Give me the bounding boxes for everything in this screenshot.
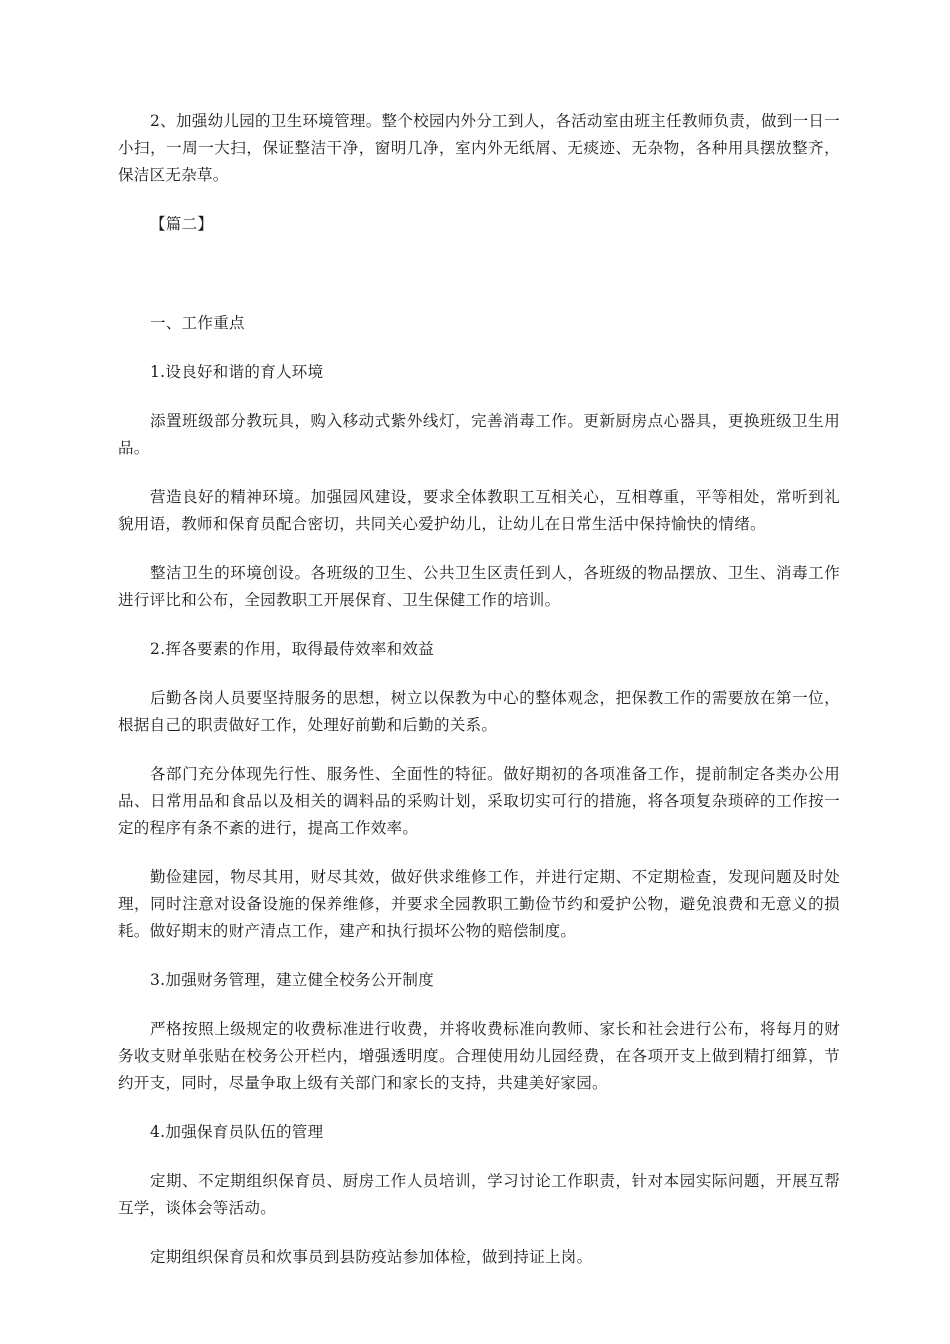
section-marker-part-two: 【篇二】 xyxy=(150,215,214,233)
paragraph-thrift: 勤俭建园，物尽其用，财尽其效，做好供求维修工作，并进行定期、不定期检查，发现问题及时处理，同时注意对设备设施的保养维修，并要求全园教职工勤俭节约和爱护公物，避免浪费和无意义的损耗。做好期末的财产清点工作，建产和执行损坏公物的赔偿制度。 xyxy=(118,868,840,940)
paragraph-clean-environment: 整洁卫生的环境创设。各班级的卫生、公共卫生区责任到人，各班级的物品摆放、卫生、消毒工作进行评比和公布，全园教职工开展保育、卫生保健工作的培训。 xyxy=(118,564,840,609)
heading-item-1: 1.设良好和谐的育人环境 xyxy=(150,363,324,381)
document-page xyxy=(118,108,840,1293)
paragraph-department-features: 各部门充分体现先行性、服务性、全面性的特征。做好期初的各项准备工作，提前制定各类办公用品、日常用品和食品以及相关的调料品的采购计划，采取切实可行的措施，将各项复杂琐碎的工作按一定的程序有条不紊的进行，提高工作效率。 xyxy=(118,765,840,837)
paragraph-spiritual-environment: 营造良好的精神环境。加强园风建设，要求全体教职工互相关心，互相尊重，平等相处，常听到礼貌用语，教师和保育员配合密切，共同关心爱护幼儿，让幼儿在日常生活中保持愉快的情绪。 xyxy=(118,488,840,533)
heading-item-4: 4.加强保育员队伍的管理 xyxy=(150,1123,324,1141)
paragraph-staff-training: 定期、不定期组织保育员、厨房工作人员培训，学习讨论工作职责，针对本园实际问题，开展互帮互学，谈体会等活动。 xyxy=(118,1172,840,1217)
paragraph-health-check: 定期组织保育员和炊事员到县防疫站参加体检，做到持证上岗。 xyxy=(150,1248,593,1266)
paragraph-finance: 严格按照上级规定的收费标准进行收费，并将收费标准向教师、家长和社会进行公布，将每月的财务收支财单张贴在校务公开栏内，增强透明度。合理使用幼儿园经费，在各项开支上做到精打细算，节约开支，同时，尽量争取上级有关部门和家长的支持，共建美好家园。 xyxy=(118,1020,840,1092)
heading-work-focus: 一、工作重点 xyxy=(150,314,245,332)
heading-item-2: 2.挥各要素的作用，取得最侍效率和效益 xyxy=(150,640,434,658)
paragraph-hygiene-management: 2、加强幼儿园的卫生环境管理。整个校园内外分工到人，各活动室由班主任教师负责，做到一日一小扫，一周一大扫，保证整洁干净，窗明几净，室内外无纸屑、无痰迹、无杂物，各种用具摆放整齐，保洁区无杂草。 xyxy=(118,112,840,184)
paragraph-logistics-service: 后勤各岗人员要坚持服务的思想，树立以保教为中心的整体观念，把保教工作的需要放在第一位，根据自己的职责做好工作，处理好前勤和后勤的关系。 xyxy=(118,689,840,734)
paragraph-equipment: 添置班级部分教玩具，购入移动式紫外线灯，完善消毒工作。更新厨房点心器具，更换班级卫生用品。 xyxy=(118,412,840,457)
heading-item-3: 3.加强财务管理，建立健全校务公开制度 xyxy=(150,971,434,989)
